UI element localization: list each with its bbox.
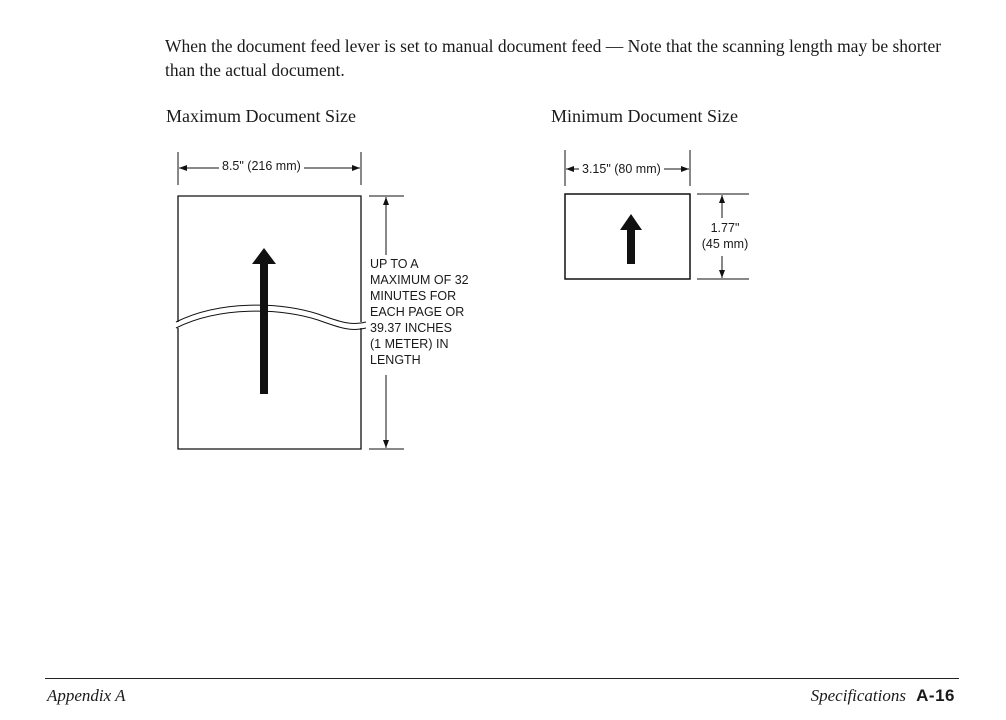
min-height-label-line: (45 mm): [701, 237, 749, 251]
min-height-arrowhead-bottom: [719, 270, 725, 278]
max-length-note-line: LENGTH: [370, 353, 421, 367]
max-feed-arrow-shaft: [260, 262, 268, 394]
max-width-arrowhead-left: [179, 165, 187, 171]
min-height-label: [694, 220, 756, 252]
max-page-bottom-outline: [178, 328, 361, 449]
min-feed-arrow-shaft: [627, 228, 635, 264]
footer-section-label: Appendix A: [47, 686, 126, 705]
max-length-arrowhead-top: [383, 197, 389, 205]
max-size-heading: Maximum Document Size: [166, 106, 356, 126]
min-width-arrowhead-left: [566, 166, 574, 172]
footer-rule: [45, 678, 959, 679]
page-number: A-16: [916, 686, 955, 705]
min-width-arrowhead-right: [681, 166, 689, 172]
max-length-note: [370, 256, 490, 368]
min-size-heading: Minimum Document Size: [551, 106, 738, 126]
max-length-note-line: EACH PAGE OR: [370, 305, 465, 319]
min-feed-arrow-head: [620, 214, 642, 230]
min-height-label-line: 1.77": [710, 221, 740, 235]
max-page-break-line-upper: [176, 305, 366, 323]
max-width-label: 8.5" (216 mm): [219, 159, 304, 173]
max-length-note-line: 39.37 INCHES: [370, 321, 452, 335]
max-length-note-line: MAXIMUM OF 32: [370, 273, 469, 287]
max-width-arrowhead-right: [352, 165, 360, 171]
max-feed-arrow-head: [252, 248, 276, 264]
max-length-note-line: MINUTES FOR: [370, 289, 457, 303]
max-length-arrowhead-bottom: [383, 440, 389, 448]
max-length-note-line: (1 METER) IN: [370, 337, 449, 351]
min-width-label: 3.15" (80 mm): [579, 162, 664, 176]
max-length-note-line: UP TO A: [370, 257, 419, 271]
footer-chapter-label: Specifications: [810, 686, 906, 705]
min-height-arrowhead-top: [719, 195, 725, 203]
intro-text: When the document feed lever is set to manual document feed — Note that the scanning length may be shorter than the actual document.: [165, 36, 942, 80]
